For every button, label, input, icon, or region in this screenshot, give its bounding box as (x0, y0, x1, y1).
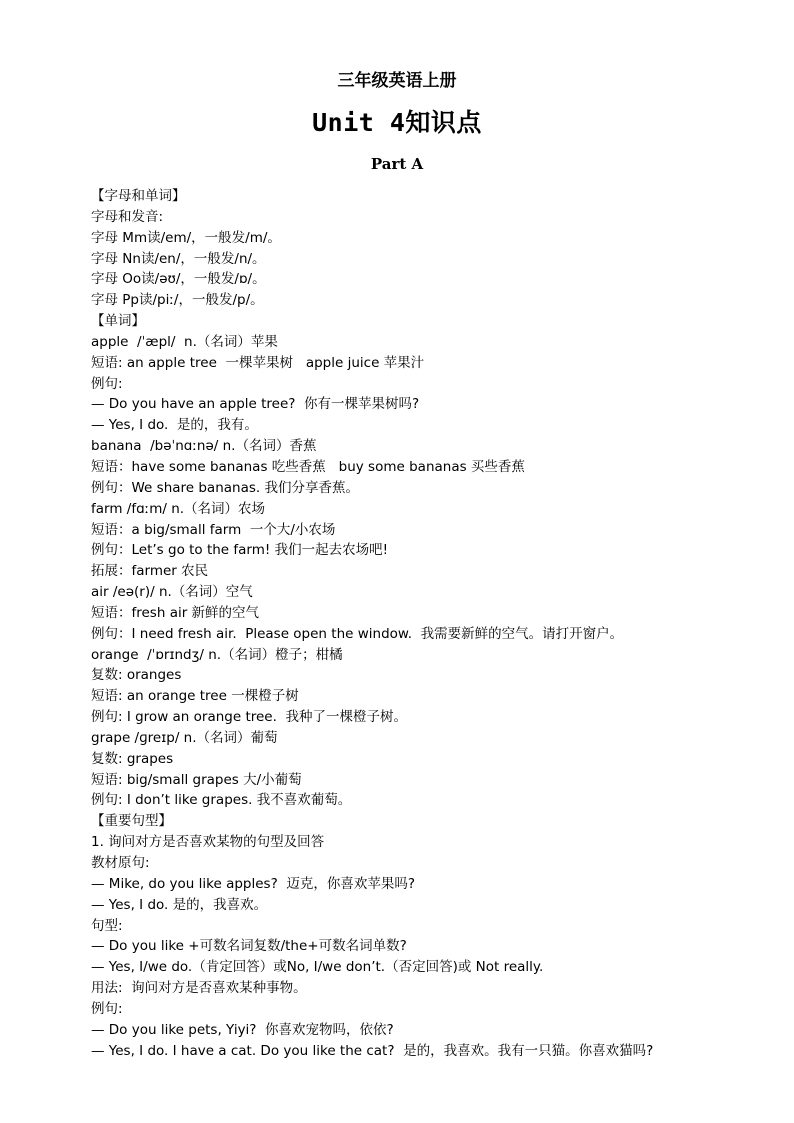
part-title: Part A (370, 155, 424, 173)
text-line: 例句：Let’s go to the farm! 我们一起去农场吧! (91, 542, 389, 559)
text-line: 短语: an orange tree 一棵橙子树 (91, 688, 299, 705)
text-line: — Yes, I do. I have a cat. Do you like the cat? 是的，我喜欢。我有一只猫。你喜欢猫吗? (91, 1042, 654, 1059)
text-line: — Yes, I/we do.（肯定回答）或No, I/we don’t.（否定回答)或 Not really. (91, 959, 544, 976)
text-line: 1. 询问对方是否喜欢某物的句型及回答 (91, 834, 325, 851)
unit-title: Unit 4知识点 (312, 108, 482, 137)
text-line: 例句: (91, 375, 123, 392)
text-line: 例句：I need fresh air. Please open the window. 我需要新鲜的空气。请打开窗户。 (91, 625, 624, 642)
document-body (91, 186, 781, 1061)
text-line: banana /bəˈnɑːnə/ n.（名词）香蕉 (91, 438, 317, 455)
text-line: 短语: an apple tree 一棵苹果树 apple juice 苹果汁 (91, 354, 425, 371)
text-line: 例句：We share bananas. 我们分享香蕉。 (91, 479, 359, 496)
text-line: air /eə(r)/ n.（名词）空气 (91, 584, 253, 601)
text-line: apple /ˈæpl/ n.（名词）苹果 (91, 333, 278, 350)
text-line: — Yes, I do. 是的，我喜欢。 (91, 896, 268, 913)
text-line: — Mike, do you like apples? 迈克，你喜欢苹果吗? (91, 875, 415, 892)
text-line: 字母 Mm读/em/，一般发/m/。 (91, 229, 281, 246)
grade-book-title: 三年级英语上册 (337, 71, 457, 91)
text-line: 字母 Pp读/piː/，一般发/p/。 (91, 292, 264, 309)
text-line: 短语：fresh air 新鲜的空气 (91, 604, 260, 621)
text-line: 短语：have some bananas 吃些香蕉 buy some bananas 买些香蕉 (91, 458, 525, 475)
text-line: 教材原句: (91, 855, 150, 871)
text-line: — Do you like +可数名词复数/the+可数名词单数? (91, 938, 407, 955)
text-line: 【单词】 (91, 313, 145, 330)
text-line: 字母 Oo读/əʊ/，一般发/ɒ/。 (91, 271, 266, 288)
text-line: 短语: big/small grapes 大/小葡萄 (91, 771, 302, 788)
text-line: 【重要句型】 (91, 813, 172, 830)
text-line: grape /ɡreɪp/ n.（名词）葡萄 (91, 729, 278, 746)
text-line: — Do you like pets, Yiyi? 你喜欢宠物吗，依依? (91, 1021, 394, 1038)
text-line: orange /ˈɒrɪndʒ/ n.（名词）橙子；柑橘 (91, 646, 343, 663)
text-line: — Do you have an apple tree? 你有一棵苹果树吗? (91, 396, 420, 413)
text-line: 例句: (91, 1000, 123, 1017)
text-line: 【字母和单词】 (91, 188, 186, 204)
text-line: 字母 Nn读/en/，一般发/n/。 (91, 250, 266, 267)
text-line: farm /fɑːm/ n.（名词）农场 (91, 500, 266, 517)
text-line: 短语：a big/small farm 一个大/小农场 (91, 521, 336, 538)
text-line: 句型: (91, 917, 123, 934)
text-line: 复数: oranges (91, 667, 182, 684)
text-line: 例句: I grow an orange tree. 我种了一棵橙子树。 (91, 709, 407, 726)
text-line: 用法: 询问对方是否喜欢某种事物。 (91, 980, 307, 997)
text-line: 拓展：farmer 农民 (91, 563, 209, 580)
text-line: 例句: I don’t like grapes. 我不喜欢葡萄。 (91, 792, 352, 809)
text-line: 字母和发音: (91, 208, 164, 225)
text-line: 复数: grapes (91, 750, 174, 767)
text-line: — Yes, I do. 是的，我有。 (91, 417, 258, 434)
